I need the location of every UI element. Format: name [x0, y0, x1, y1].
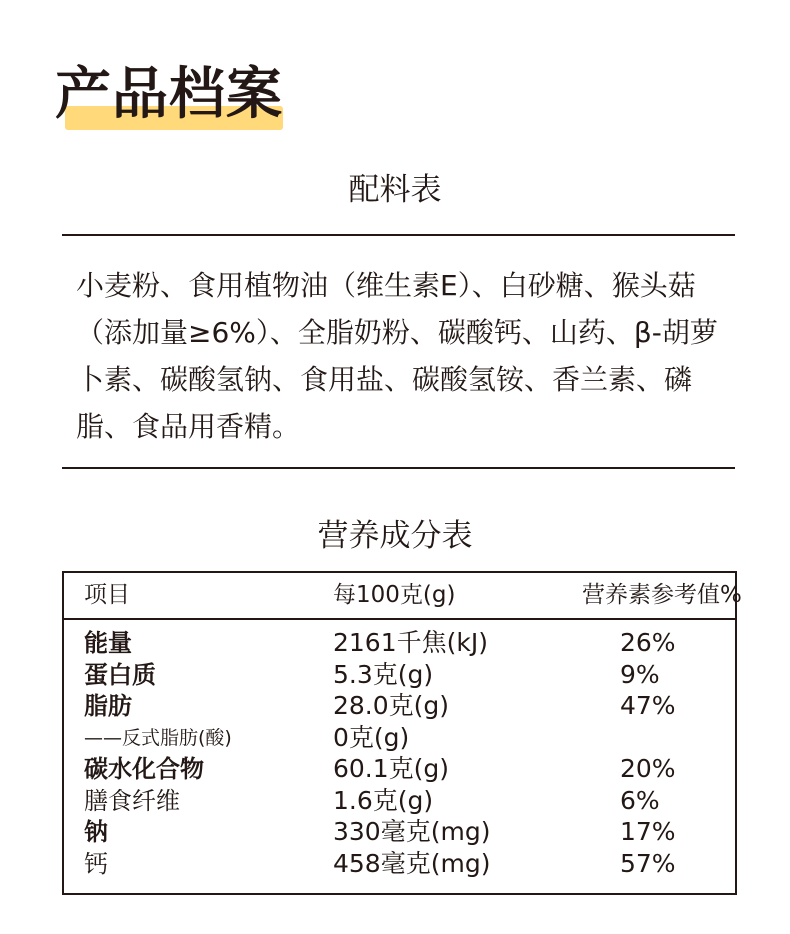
- nutrient-amount: 1.6克(g): [333, 785, 434, 815]
- nutrition-heading: 营养成分表: [317, 518, 473, 554]
- column-header-nrv: 营养素参考值%: [582, 582, 742, 608]
- table-row: [64, 690, 735, 722]
- ingredients-bottom-rule: [62, 467, 735, 469]
- table-row: [64, 848, 735, 880]
- nutrient-name: 膳食纤维: [84, 786, 180, 815]
- table-row: [64, 722, 735, 754]
- nutrient-name: 碳水化合物: [84, 755, 204, 783]
- nutrient-name: 钠: [84, 818, 108, 846]
- nutrient-amount: 28.0克(g): [333, 691, 450, 720]
- nutrient-amount: 60.1克(g): [333, 754, 450, 783]
- column-header-item: 项目: [84, 582, 130, 608]
- table-row: [64, 816, 735, 848]
- nutrient-name: ——反式脂肪(酸): [84, 726, 232, 749]
- table-row: [64, 785, 735, 817]
- nutrition-header-divider: [64, 618, 735, 620]
- nutrition-table: [62, 571, 742, 895]
- nutrient-name: 脂肪: [84, 692, 132, 720]
- table-row: [64, 659, 735, 691]
- nutrient-amount: 0克(g): [333, 722, 410, 752]
- nutrient-name: 能量: [84, 629, 132, 657]
- nutrient-nrv: 47%: [620, 691, 676, 720]
- nutrient-name: 蛋白质: [84, 660, 156, 689]
- nutrient-nrv: 20%: [620, 754, 676, 783]
- nutrient-nrv: 57%: [620, 848, 676, 878]
- nutrient-nrv: 26%: [620, 628, 676, 657]
- nutrient-amount: 458毫克(mg): [333, 848, 491, 878]
- nutrient-amount: 2161千焦(kJ): [333, 628, 488, 657]
- ingredients-top-rule: [62, 234, 735, 236]
- ingredients-heading: 配料表: [348, 172, 442, 208]
- nutrient-amount: 330毫克(mg): [333, 817, 491, 846]
- nutrient-amount: 5.3克(g): [333, 659, 434, 689]
- page-title: 产品档案: [55, 62, 283, 127]
- nutrient-nrv: 17%: [620, 817, 676, 846]
- table-row: [64, 627, 735, 659]
- nutrient-name: 钙: [84, 849, 108, 878]
- nutrient-nrv: 9%: [620, 659, 660, 689]
- ingredients-text: 小麦粉、食用植物油（维生素E）、白砂糖、猴头菇（添加量≥6%）、全脂奶粉、碳酸钙、山药、β-胡萝卜素、碳酸氢钠、食用盐、碳酸氢铵、香兰素、磷脂、食品用香精。: [76, 269, 718, 443]
- column-header-per-100g: 每100克(g): [333, 582, 456, 608]
- table-row: [64, 753, 735, 785]
- nutrient-nrv: 6%: [620, 785, 660, 815]
- page-title-block: [55, 62, 285, 136]
